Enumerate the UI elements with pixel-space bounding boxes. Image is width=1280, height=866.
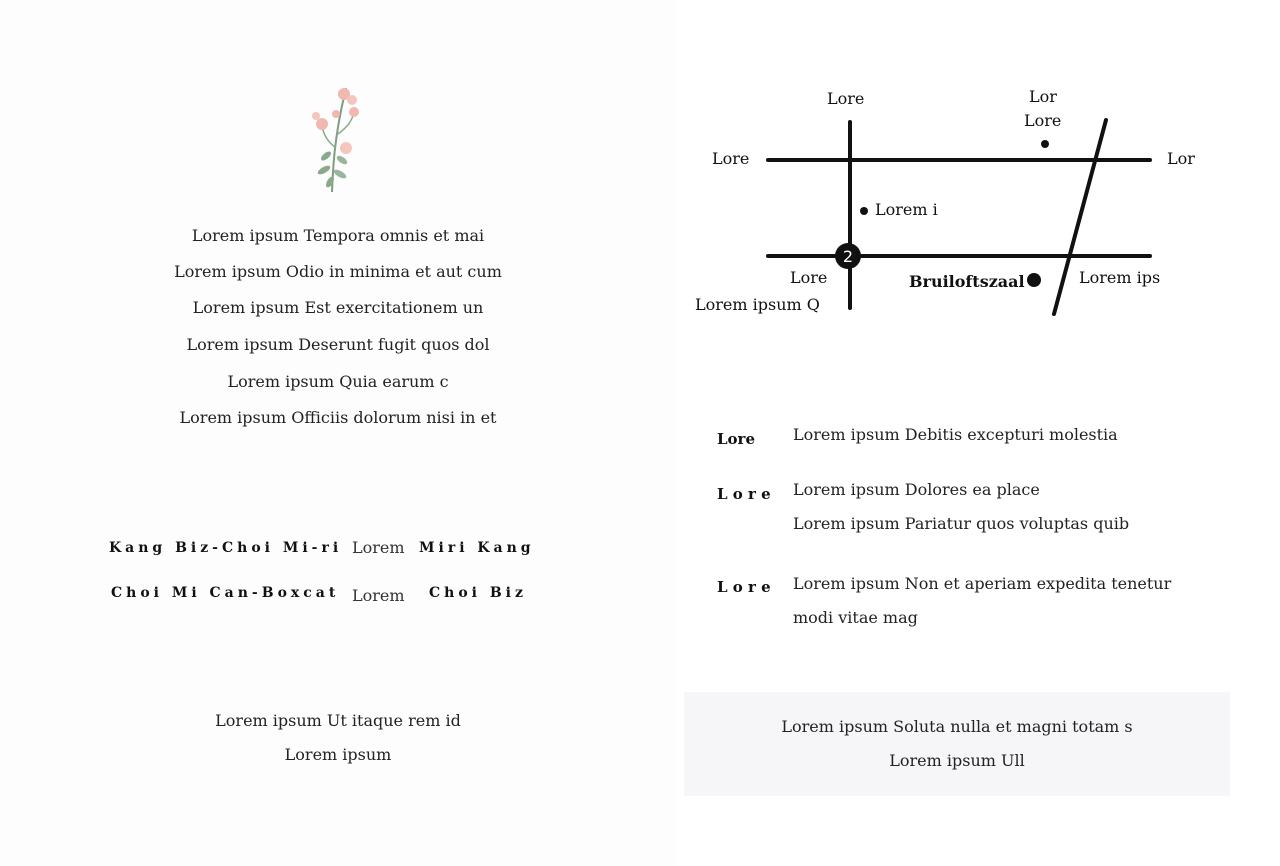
bride-name: Choi Biz: [429, 585, 527, 601]
relation-label-2: Lorem: [352, 586, 405, 605]
groom-parents-names: Kang Biz-Choi Mi-ri: [109, 540, 343, 556]
schedule-text-3-line-1: Lorem ipsum Non et aperiam expedita tenetur: [793, 574, 1172, 593]
schedule-text-3-line-2: modi vitae mag: [793, 608, 918, 627]
outro-line-2: Lorem ipsum: [284, 745, 392, 764]
map-poi-dot-top: [1041, 140, 1049, 148]
footer-line-2: Lorem ipsum Ull: [889, 751, 1025, 770]
intro-line-2: Lorem ipsum Odio in minima et aut cum: [174, 262, 502, 281]
map-label-junction: Lore: [790, 268, 828, 287]
schedule-label-1: Lore: [717, 430, 755, 448]
map-label-top-road: Lore: [827, 89, 865, 108]
schedule-text-1-line-1: Lorem ipsum Debitis excepturi molestia: [793, 425, 1118, 444]
schedule-text-2-line-2: Lorem ipsum Pariatur quos voluptas quib: [793, 514, 1130, 533]
map-label-top-right-1: Lor: [1029, 87, 1057, 106]
schedule-text-2-line-1: Lorem ipsum Dolores ea place: [793, 480, 1040, 499]
footer-line-1: Lorem ipsum Soluta nulla et magni totam s: [781, 717, 1133, 736]
map-label-bottom-right: Lorem ips: [1079, 268, 1161, 287]
intro-line-4: Lorem ipsum Deserunt fugit quos dol: [186, 335, 490, 354]
intro-line-6: Lorem ipsum Officiis dolorum nisi in et: [179, 408, 497, 427]
relation-label-1: Lorem: [352, 538, 405, 557]
map-label-right: Lor: [1167, 149, 1195, 168]
footer-notice-box: [684, 692, 1230, 796]
map-poi-dot: [860, 207, 868, 215]
schedule-label-2: L o r e: [717, 485, 771, 503]
schedule-label-3: L o r e: [717, 578, 771, 596]
bride-parents-names: Choi Mi Can-Boxcat: [111, 585, 340, 601]
location-map: [690, 80, 1230, 330]
map-label-poi: Lorem i: [875, 200, 938, 219]
map-venue-dot: [1027, 273, 1041, 287]
map-label-venue: Bruiloftszaal: [909, 272, 1025, 291]
map-label-left: Lore: [712, 149, 750, 168]
intro-line-5: Lorem ipsum Quia earum c: [227, 372, 449, 391]
flower-illustration: [300, 78, 370, 196]
outro-line-1: Lorem ipsum Ut itaque rem id: [215, 711, 461, 730]
intro-line-1: Lorem ipsum Tempora omnis et mai: [191, 226, 485, 245]
map-junction-number: 2: [842, 247, 854, 266]
intro-line-3: Lorem ipsum Est exercitationem un: [192, 298, 484, 317]
map-label-bottom-left: Lorem ipsum Q: [695, 295, 820, 314]
map-label-top-right-2: Lore: [1024, 111, 1062, 130]
groom-name: Miri Kang: [419, 540, 535, 556]
